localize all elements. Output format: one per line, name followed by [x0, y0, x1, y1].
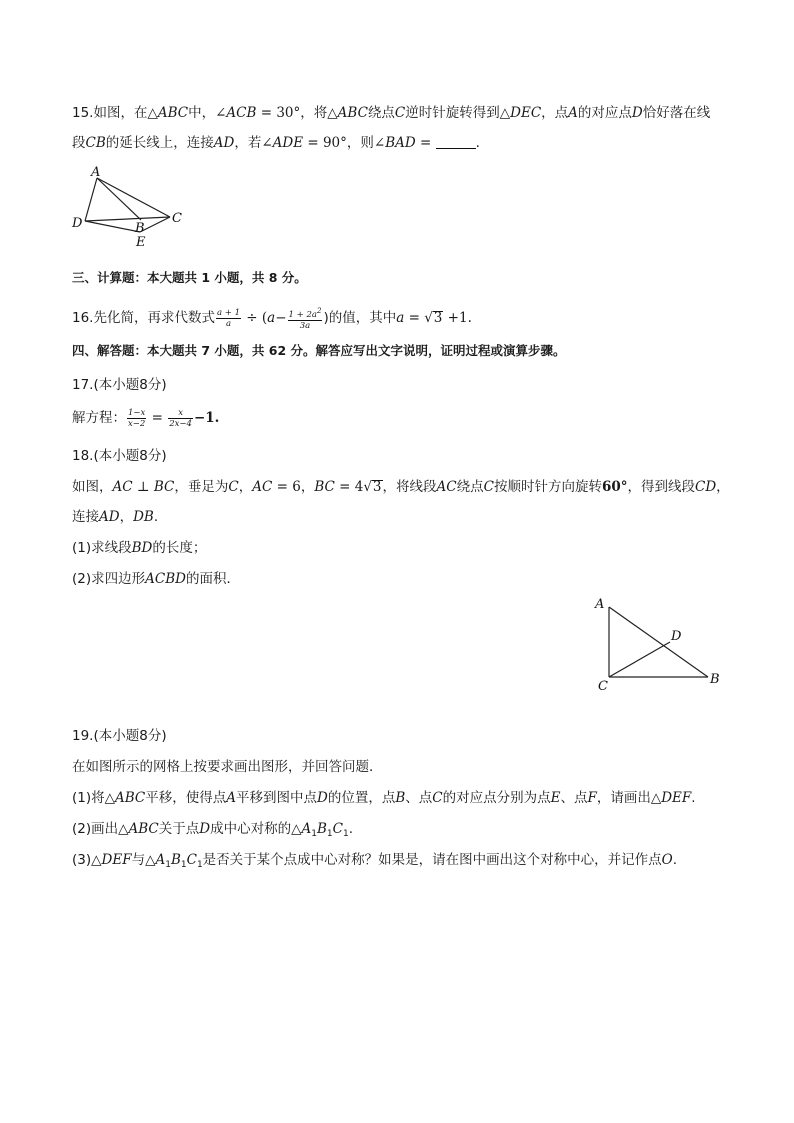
math-cd: CD	[695, 479, 717, 495]
q16-text: 16.先化简，再求代数式	[72, 310, 215, 326]
q19-text: ，请画出	[596, 790, 651, 806]
q15-line1	[72, 103, 732, 123]
math-db: DB	[133, 509, 154, 525]
math-bd: BD	[131, 540, 153, 556]
q15-text: ，则	[346, 135, 374, 151]
math-abc: ABC	[115, 790, 146, 806]
q15-text: 的延长线上，连接	[105, 135, 214, 151]
q18-text: 的长度；	[152, 540, 207, 556]
answer-blank[interactable]	[436, 134, 476, 149]
q16-line	[72, 305, 732, 331]
math-c1: C	[186, 852, 197, 868]
triangle-symbol: △	[291, 821, 302, 837]
q18-figure	[590, 592, 730, 697]
q15-text: 恰好落在线	[642, 105, 711, 121]
q15-text: 绕点	[367, 105, 395, 121]
q15-text: 段	[72, 135, 86, 151]
label-e: E	[136, 235, 146, 250]
q18-text: 连接	[72, 509, 99, 525]
math-angle-acb: ∠ACB	[215, 105, 257, 121]
math-eq-30: = 30°	[256, 105, 301, 121]
math-ac: AC	[436, 479, 457, 495]
q18-text: .	[153, 509, 159, 525]
label-d: D	[671, 629, 682, 644]
q19-text: 与	[131, 852, 146, 868]
q17-title: 17.(本小题8分)	[72, 377, 167, 393]
q19-text: 成中心对称的	[210, 821, 292, 837]
sqrt-sign: √	[363, 479, 372, 495]
math-abc: ABC	[128, 821, 159, 837]
q18-text: ，垂足为	[174, 479, 229, 495]
math-def: DEF	[661, 790, 692, 806]
q18-text: ，	[238, 479, 253, 495]
triangle-symbol: △	[147, 105, 158, 121]
math-acbd: ACBD	[145, 571, 186, 587]
q18-sub1	[72, 538, 732, 558]
q18-text: ，	[119, 509, 134, 525]
math-o: O	[661, 852, 673, 868]
q18-text: 绕点	[456, 479, 484, 495]
q15-text: 的对应点	[577, 105, 632, 121]
math-c: C	[228, 479, 239, 495]
q18-title: 18.(本小题8分)	[72, 448, 167, 464]
label-b: B	[710, 672, 720, 687]
math-ad: AD	[99, 509, 120, 525]
q15-text: 逆时针旋转得到	[405, 105, 500, 121]
q18-text: ，	[300, 479, 315, 495]
q19-text: 关于点	[158, 821, 200, 837]
q15-text: ，若	[234, 135, 262, 151]
sqrt-radicand: 3	[372, 479, 382, 495]
fraction-left: $\frac{1-x}{x-2}$	[128, 407, 146, 429]
q15-text: ，将	[300, 105, 328, 121]
math-angle-ade: ∠ADE	[261, 135, 304, 151]
q18-text: ，将线段	[382, 479, 437, 495]
q18-text: 的面积．	[185, 571, 240, 587]
q19-text: 是否关于某个点成中心对称？如果是，请在图中画出这个对称中心，并记作点	[202, 852, 662, 868]
q16-text: )的值，其中	[323, 310, 397, 326]
math-f: F	[587, 790, 597, 806]
triangle-symbol: △	[91, 852, 102, 868]
q19-text: 、点	[560, 790, 588, 806]
math-minus: −	[275, 310, 287, 326]
label-c: C	[598, 679, 608, 694]
math-divide: ÷ (	[242, 310, 268, 326]
math-cb: CB	[85, 135, 106, 151]
triangle-symbol: △	[327, 105, 338, 121]
sqrt-sign: √	[424, 310, 433, 326]
q17-line	[72, 405, 732, 431]
q19-sub2: (2)画出△ABC关于点D成中心对称的$\triangle A_1B_1C_1$.	[72, 821, 353, 839]
label-a: A	[595, 597, 605, 612]
segment-ad	[85, 178, 97, 221]
q15-text: ，点	[541, 105, 569, 121]
math-d: D	[631, 105, 643, 121]
math-d: D	[317, 790, 328, 806]
segment-ac	[97, 178, 170, 217]
label-d: D	[72, 216, 83, 231]
q19-text: 的位置，点	[327, 790, 396, 806]
math-b1: B	[170, 852, 181, 868]
math-perp: ⊥	[132, 479, 154, 495]
math-eq-4: = 4	[334, 479, 364, 495]
q15-line2	[72, 133, 732, 153]
q18-text: ，得到线段	[627, 479, 695, 495]
triangle-symbol: △	[650, 790, 662, 806]
q19-title: 19.(本小题8分)	[72, 728, 167, 744]
q19-text: 的对应点分别为点	[442, 790, 551, 806]
math-eq: =	[415, 135, 436, 151]
triangle-symbol: △	[499, 105, 511, 121]
fraction-second: $\frac{1 + 2a^2}{3a}$	[288, 306, 322, 331]
label-b: B	[135, 221, 145, 236]
q18-text: ，	[716, 479, 730, 495]
q18-text: 按顺时针方向旋转	[493, 479, 602, 495]
math-b1: B	[316, 821, 327, 837]
q19-text: 平移到图中点	[236, 790, 318, 806]
math-a: a	[267, 310, 276, 326]
math-d: D	[199, 821, 211, 837]
fraction-a-plus-1-over-a: $\frac{a + 1}{a}$	[216, 307, 240, 329]
math-a: a	[396, 310, 405, 326]
math-ac: AC	[112, 479, 133, 495]
q19-text: (1)将	[72, 790, 105, 806]
math-c: C	[394, 105, 406, 121]
triangle-symbol: △	[104, 790, 116, 806]
math-b: B	[395, 790, 406, 806]
q16-text: +1.	[443, 310, 472, 326]
math-ad: AD	[213, 135, 235, 151]
math-60-deg: 60°	[601, 479, 628, 495]
q19-text: .	[348, 821, 353, 837]
q19-intro: 在如图所示的网格上按要求画出图形，并回答问题．	[72, 759, 383, 775]
math-a: A	[226, 790, 237, 806]
q18-text: (2)求四边形	[72, 571, 146, 587]
segment-dc	[85, 217, 170, 221]
math-eq-6: = 6	[272, 479, 301, 495]
q15-text: 中，	[188, 105, 216, 121]
math-eq: =	[147, 410, 168, 426]
section-4-heading: 四、解答题：本大题共 7 小题，共 62 分。解答应写出文字说明，证明过程或演算步骤。	[72, 343, 566, 358]
q19-text: (3)	[72, 852, 92, 868]
q18-text: (1)求线段	[72, 540, 132, 556]
math-def: DEF	[101, 852, 132, 868]
math-c1: C	[332, 821, 343, 837]
q18-line1	[72, 477, 732, 497]
q19-text: 、点	[405, 790, 433, 806]
math-c: C	[483, 479, 494, 495]
q15-text: 15.如图，在	[72, 105, 148, 121]
q18-text: 如图，	[72, 479, 113, 495]
q15-figure	[68, 164, 188, 254]
math-c: C	[432, 790, 443, 806]
segment-ab	[609, 607, 708, 677]
q18-sub2	[72, 569, 732, 589]
section-3-heading: 三、计算题：本大题共 1 小题，共 8 分。	[72, 270, 307, 285]
q19-sub3: (3)△DEF与$\triangle A_1B_1C_1$是否关于某个点成中心对称？如果是，请在图中画出这个对称中心，并记作点O.	[72, 852, 678, 870]
math-angle-bad: ∠BAD	[373, 135, 416, 151]
q19-text: .	[691, 790, 696, 806]
math-a: A	[568, 105, 578, 121]
math-dec: DEC	[510, 105, 542, 121]
math-eq: =	[404, 310, 425, 326]
q17-text: 解方程：	[72, 410, 126, 426]
segment-ab	[97, 178, 141, 220]
fraction-right: $\frac{x}{2x-4}$	[169, 407, 192, 429]
triangle-symbol: △	[145, 852, 156, 868]
q19-text: .	[672, 852, 678, 868]
math-minus-1: −1.	[193, 410, 220, 426]
sqrt-radicand: 3	[433, 310, 443, 326]
triangle-symbol: △	[118, 821, 129, 837]
math-e: E	[550, 790, 561, 806]
math-a1: A	[155, 852, 166, 868]
math-eq-90: = 90°	[303, 135, 347, 151]
q18-line2	[72, 507, 732, 527]
math-a1: A	[301, 821, 312, 837]
q15-text: .	[475, 135, 480, 151]
label-a: A	[91, 165, 101, 180]
segment-cd	[609, 642, 670, 677]
math-bc: BC	[153, 479, 175, 495]
math-ac: AC	[252, 479, 273, 495]
segment-de	[85, 221, 140, 232]
math-bc: BC	[314, 479, 335, 495]
math-abc: ABC	[337, 105, 368, 121]
label-c: C	[172, 211, 182, 226]
q19-text: (2)画出	[72, 821, 119, 837]
q19-text: 平移，使得点	[145, 790, 227, 806]
math-abc: ABC	[157, 105, 189, 121]
q19-sub1	[72, 788, 732, 808]
